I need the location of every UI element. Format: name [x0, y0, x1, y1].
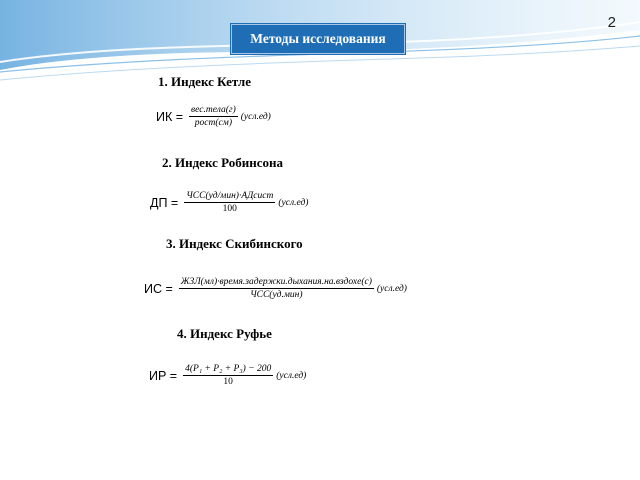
formula-unit: (усл.ед): [376, 283, 407, 294]
heading-ruffier: 4. Индекс Руфье: [177, 326, 272, 341]
formula-skibinsky: [144, 276, 407, 301]
numerator: ЧСС(уд/мин)·АДсист: [186, 191, 274, 201]
formula-unit: (усл.ед): [278, 197, 309, 208]
fraction: [183, 363, 273, 388]
numerator: ЖЗЛ(мл)·время.задержки.дыхания.на.вздохе(с): [180, 277, 372, 287]
fraction: [184, 190, 275, 215]
numerator: вес.тела(г): [191, 105, 236, 115]
formula-ruffier: [149, 363, 306, 388]
heading-quetelet: 1. Индекс Кетле: [158, 74, 251, 89]
formula-lhs: ИР =: [149, 368, 178, 383]
formula-unit: (усл.ед): [240, 111, 271, 122]
formula-lhs: ДП =: [150, 195, 179, 210]
formula-robinson: [150, 190, 308, 215]
page-number: 2: [607, 14, 616, 31]
title-banner: [231, 24, 405, 54]
denominator: 100: [222, 204, 237, 214]
formula-quetelet: [156, 104, 271, 129]
slide-title: Методы исследования: [250, 31, 386, 46]
formula-lhs: ИС =: [144, 281, 173, 296]
formula-lhs: ИК =: [156, 109, 184, 124]
denominator: ЧСС(уд.мин): [250, 290, 303, 300]
heading-robinson: 2. Индекс Робинсона: [162, 155, 283, 170]
heading-skibinsky: 3. Индекс Скибинского: [166, 236, 303, 251]
denominator: рост(см): [194, 118, 232, 128]
formula-unit: (усл.ед): [276, 370, 307, 381]
denominator: 10: [223, 377, 233, 387]
numerator: 4(P₁ + P₂ + P₃) − 200: [185, 364, 272, 374]
fraction: [189, 104, 238, 129]
fraction: [179, 276, 374, 301]
